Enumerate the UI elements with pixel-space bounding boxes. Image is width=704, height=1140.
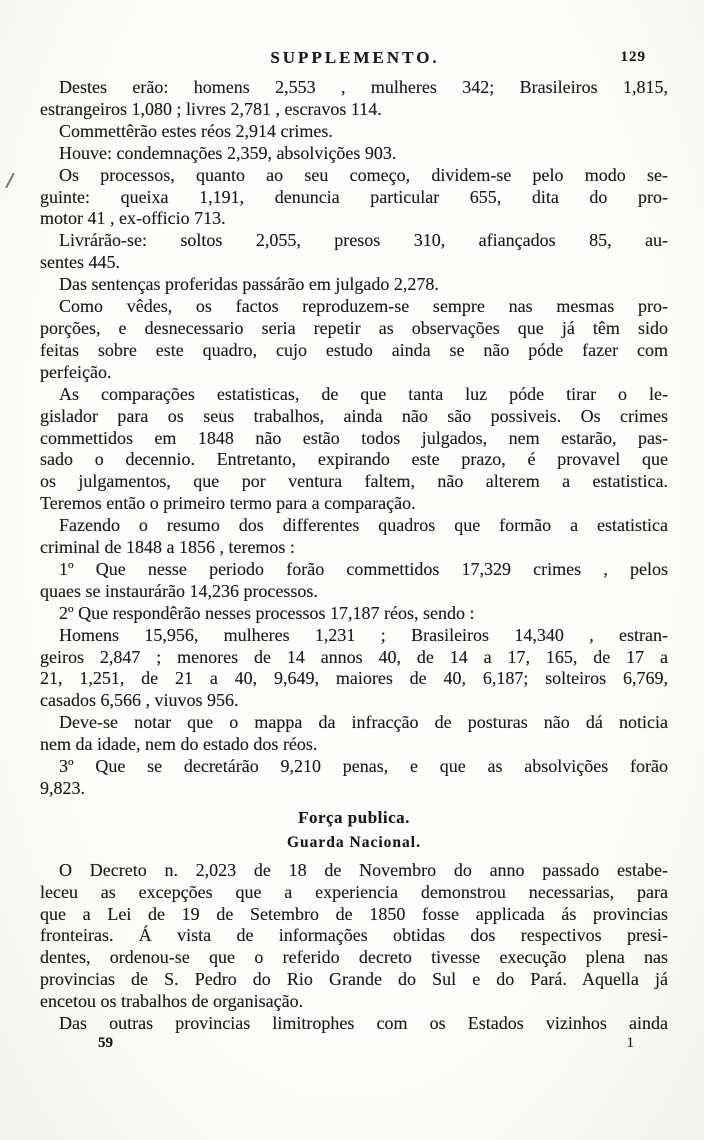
text-line: Homens 15,956, mulheres 1,231 ; Brasileiros 14,340 , estran- [59, 624, 668, 645]
text-line: os julgamentos, que por ventura faltem, não alterem a estatistica. [40, 471, 668, 492]
text-line: nem da idade, nem do estado dos réos. [40, 734, 318, 755]
text-line: gislador para os seus trabalhos, ainda não são possiveis. Os crimes [40, 405, 668, 426]
scan-artifact-mark [5, 173, 15, 189]
text-line: 3º Que se decretárão 9,210 penas, e que as absolvições forão [59, 756, 668, 777]
paragraph [40, 603, 668, 625]
paragraph [40, 559, 668, 603]
text-line: Destes erão: homens 2,553 , mulheres 342; Brasileiros 1,815, [59, 77, 668, 97]
paragraph [40, 515, 668, 559]
paragraph [40, 1013, 668, 1035]
text-line: sentes 445. [40, 252, 120, 273]
text-line: O Decreto n. 2,023 de 18 de Novembro do anno passado estabe- [59, 859, 668, 880]
paragraph [40, 143, 668, 165]
signature-mark-right: 1 [626, 1035, 634, 1051]
text-line: Deve-se notar que o mappa da infracção de posturas não dá noticia [59, 712, 668, 733]
text-line: commettidos em 1848 não estão todos julgados, nem estarão, pas- [40, 427, 668, 448]
text-line: geiros 2,847 ; menores de 14 annos 40, de 14 a 17, 165, de 17 a [40, 646, 668, 667]
text-line: 9,823. [40, 778, 85, 798]
text-line: Como vêdes, os factos reproduzem-se sempre nas mesmas pro- [59, 296, 668, 317]
page-header [40, 48, 670, 72]
text-line: casados 6,566 , viuvos 956. [40, 690, 239, 711]
text-line: leceu as excepções que a experiencia demonstrou necessarias, para [40, 881, 668, 902]
text-line: Commettêrão estes réos 2,914 crimes. [59, 120, 333, 141]
paragraph [40, 165, 668, 231]
signature-mark-left: 59 [98, 1035, 113, 1051]
text-line: porções, e desnecessario seria repetir as observações que já têm sido [40, 317, 668, 338]
text-line: feitas sobre este quadro, cujo estudo ainda se não póde fazer com [40, 339, 668, 360]
text-line: 21, 1,251, de 21 a 40, 9,649, maiores de 40, 6,187; solteiros 6,769, [40, 668, 668, 689]
text-line: Fazendo o resumo dos differentes quadros que formão a estatistica [59, 515, 668, 536]
text-line: quaes se instaurárão 14,236 processos. [40, 580, 318, 601]
page-number: 129 [620, 49, 646, 65]
paragraph [40, 625, 668, 713]
text-line: As comparações estatisticas, de que tanta luz póde tirar o le- [59, 383, 668, 404]
text-line: estrangeiros 1,080 ; livres 2,781 , escravos 114. [40, 98, 382, 119]
paragraph [40, 860, 668, 1013]
paragraph [40, 712, 668, 756]
text-line: Das sentenças proferidas passárão em julgado 2,278. [59, 274, 439, 295]
running-title: SUPPLEMENTO. [270, 48, 440, 67]
text-line: guinte: queixa 1,191, denuncia particular 655, dita do pro- [40, 186, 668, 207]
text-line: sado o decennio. Entretanto, expirando este prazo, é provavel que [40, 449, 668, 470]
text-line: Teremos então o primeiro termo para a comparação. [40, 493, 416, 514]
text-line: Livrárão-se: soltos 2,055, presos 310, afiançados 85, au- [59, 230, 668, 251]
text-line: criminal de 1848 a 1856 , teremos : [40, 537, 295, 558]
text-line: dentes, ordenou-se que o referido decreto tivesse execução plena nas [40, 947, 668, 968]
text-line: Os processos, quanto ao seu começo, dividem-se pelo modo se- [59, 164, 668, 185]
text-line: Das outras provincias limitrophes com os Estados vizinhos ainda [59, 1013, 668, 1034]
text-line: 1º Que nesse periodo forão commettidos 17,329 crimes , pelos [59, 558, 668, 579]
text-line: 2º Que respondêrão nesses processos 17,187 réos, sendo : [59, 602, 475, 623]
paragraph [40, 230, 668, 274]
text-line: encetou os trabalhos de organisação. [40, 991, 304, 1012]
text-line: motor 41 , ex-officio 713. [40, 208, 226, 229]
text-line: perfeição. [40, 361, 112, 382]
text-line: Houve: condemnações 2,359, absolvições 903. [59, 142, 397, 163]
text-line: fronteiras. Á vista de informações obtidas dos respectivos presi- [40, 925, 668, 946]
text-line: provincias de S. Pedro do Rio Grande do Sul e do Pará. Aquella já [40, 969, 668, 990]
page-body [40, 77, 668, 1035]
text-line: que a Lei de 19 de Setembro de 1850 fosse applicada ás provincias [40, 903, 668, 924]
paragraph [40, 384, 668, 515]
paragraph [40, 756, 668, 800]
paragraph [40, 121, 668, 143]
subsection-heading: Guarda Nacional. [287, 833, 421, 851]
paragraph [40, 274, 668, 296]
paragraph [40, 296, 668, 384]
section-heading: Força publica. [298, 807, 410, 827]
paragraph [40, 77, 668, 121]
